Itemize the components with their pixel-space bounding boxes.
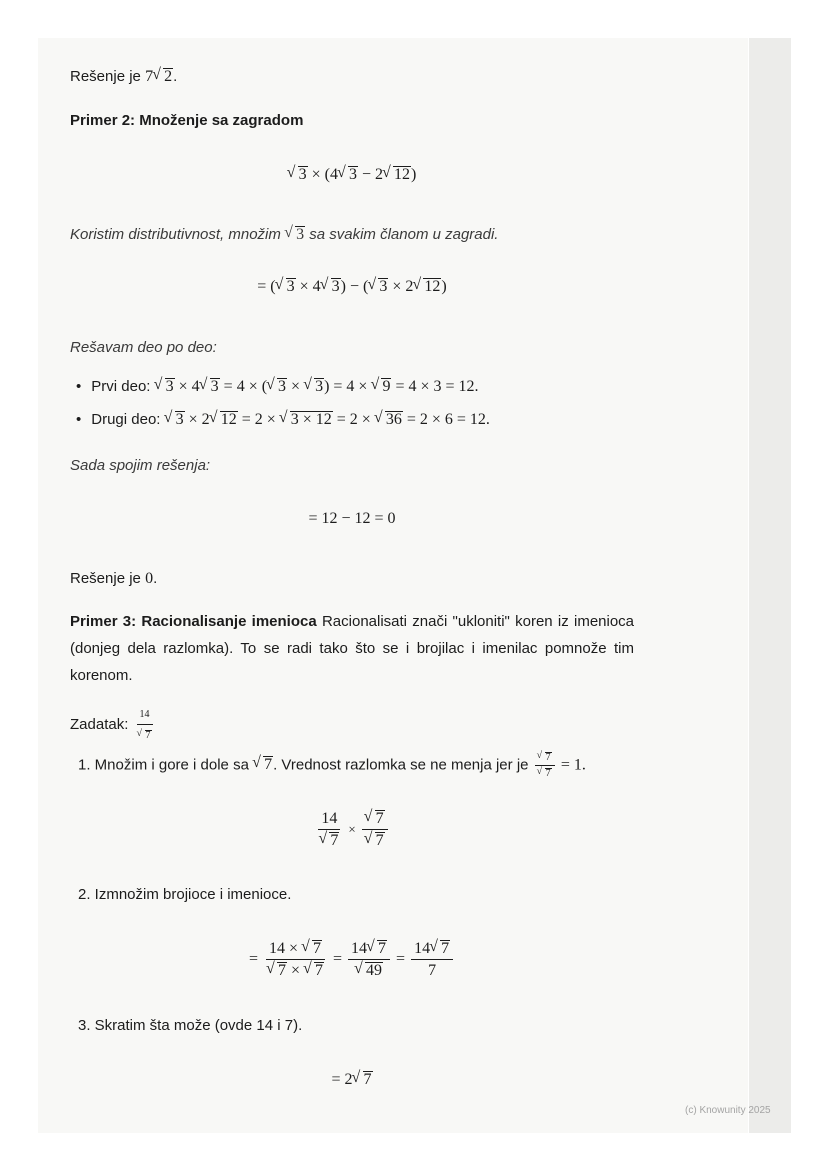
page-margin-strip xyxy=(749,38,791,1133)
bullet-part-2: • Drugi deo: √ 3 × 2√ 12 = 2 × √ 3 × 12 = 2 × √ 36 = 2 × 6 = 12. xyxy=(76,411,490,429)
copyright-footer: (c) Knowunity 2025 xyxy=(685,1105,771,1116)
example-2-title: Primer 2: Množenje sa zagradom xyxy=(70,112,304,129)
distributed-equation: = (√ 3 × 4√ 3) − (√ 3 × 2√ 12) xyxy=(70,278,634,296)
step-2: 2. Izmnožim brojioce i imenioce. xyxy=(78,886,292,903)
step-3: 3. Skratim šta može (ovde 14 i 7). xyxy=(78,1017,303,1034)
sqrt: √ 2 xyxy=(153,63,173,90)
solution-line-2: Rešenje je 0. xyxy=(70,570,158,587)
task-line: Zadatak: 14 √ 7 xyxy=(70,706,157,744)
combine-label: Sada spojim rešenja: xyxy=(70,457,211,474)
distributivity-note: Koristim distributivnost, množim √ 3 sa svakim članom u zagradi. xyxy=(70,221,498,248)
final-result: = 2√ 7 xyxy=(70,1071,634,1089)
multiplication-equation: 14 √ 7 × √ 7 √ 7 xyxy=(70,810,634,850)
solution-line-1: Rešenje je 7√ 2. xyxy=(70,63,177,90)
combined-equation: = 12 − 12 = 0 xyxy=(308,510,396,527)
bullet-part-1: • Prvi deo: √ 3 × 4√ 3 = 4 × (√ 3 × √ 3) = 4 × √ 9 = 4 × 3 = 12. xyxy=(76,378,479,396)
step-1: 1. Množim i gore i dole sa √ 7. Vrednost razlomka se ne menja jer je √ 7 √ 7 = 1. xyxy=(78,752,586,779)
example-2-equation: √ 3 × (4√ 3 − 2√ 12) xyxy=(70,166,634,184)
step-label: Rešavam deo po deo: xyxy=(70,339,217,356)
example-3-intro: Primer 3: Racionalisanje imenioca Racionalisati znači "ukloniti" koren iz imenioca (donjeg dela razlomka). To se radi tako što se i brojilac i imenilac pomnože tim korenom. xyxy=(70,613,635,684)
expanded-equation: = 14 × √ 7 √ 7 × √ 7 = 14√ 7 √ 49 = $\frac{14√ 7}{7}$ xyxy=(70,940,634,980)
